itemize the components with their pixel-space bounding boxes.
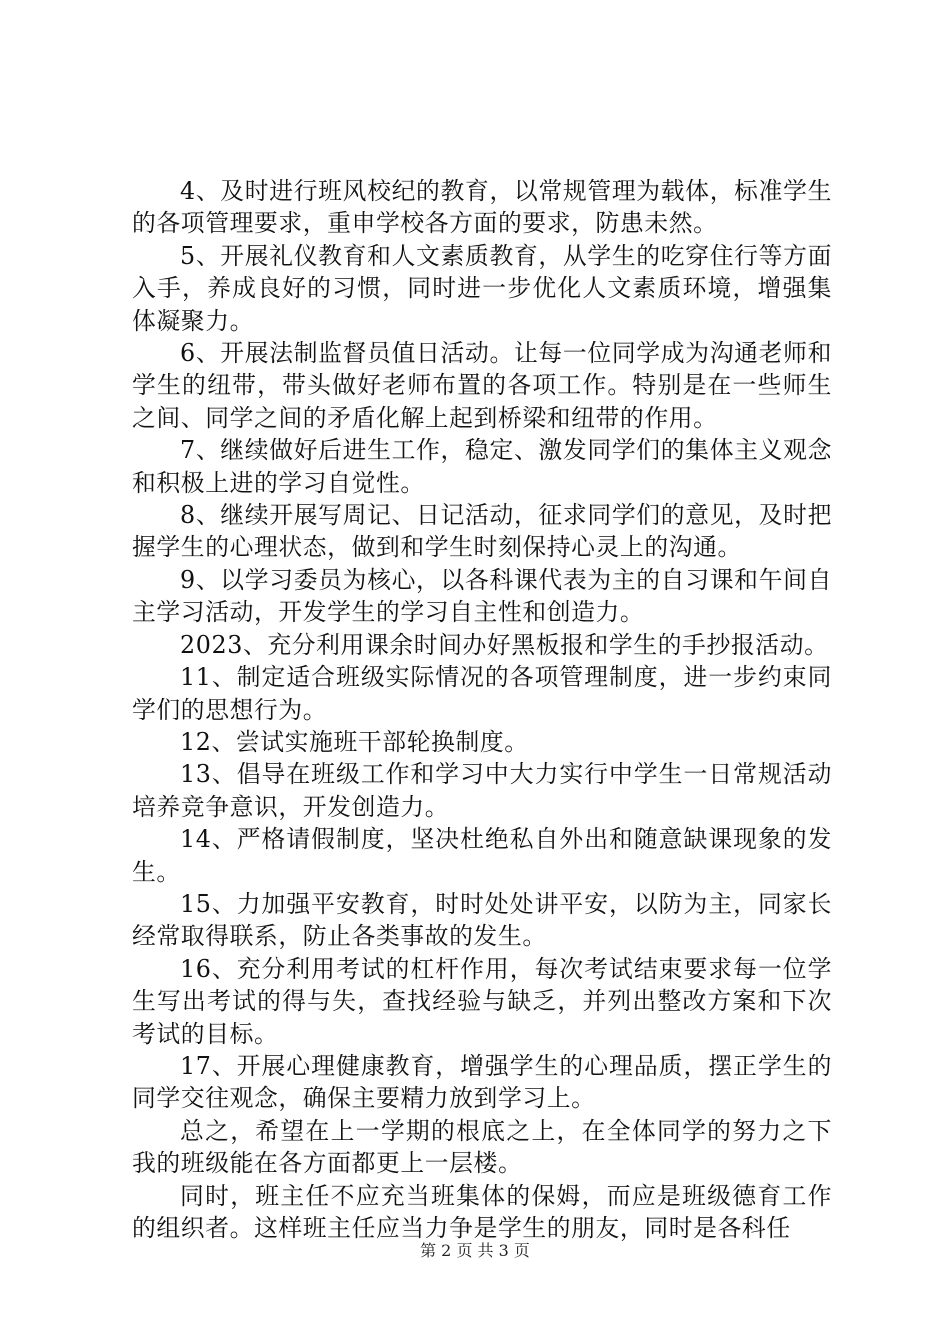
paragraph-item-11: 11、制定适合班级实际情况的各项管理制度，进一步约束同学们的思想行为。 (132, 663, 832, 724)
document-body (132, 175, 832, 1244)
paragraph-item-4: 4、及时进行班风校纪的教育，以常规管理为载体，标准学生的各项管理要求，重申学校各方面的要求，防患未然。 (132, 177, 832, 238)
paragraph-item-14: 14、严格请假制度，坚决杜绝私自外出和随意缺课现象的发生。 (132, 825, 832, 886)
paragraph-item-9: 9、以学习委员为核心，以各科课代表为主的自习课和午间自主学习活动，开发学生的学习自主性和创造力。 (132, 565, 832, 627)
paragraph-item-17: 17、开展心理健康教育，增强学生的心理品质，摆正学生的同学交往观念，确保主要精力放到学习上。 (132, 1051, 832, 1113)
paragraph-item-16: 16、充分利用考试的杠杆作用，每次考试结束要求每一位学生写出考试的得与失，查找经验与缺乏，并列出整改方案和下次考试的目标。 (132, 954, 832, 1048)
paragraph-summary: 总之，希望在上一学期的根底之上，在全体同学的努力之下我的班级能在各方面都更上一层楼。 (132, 1116, 832, 1178)
paragraph-item-5: 5、开展礼仪教育和人文素质教育，从学生的吃穿住行等方面入手，养成良好的习惯，同时进一步优化人文素质环境，增强集体凝聚力。 (132, 241, 832, 335)
page-number-footer: 第 2 页 共 3 页 (420, 1241, 530, 1260)
paragraph-closing: 同时，班主任不应充当班集体的保姆，而应是班级德育工作的组织者。这样班主任应当力争是学生的朋友，同时是各科任 (132, 1181, 832, 1242)
paragraph-item-13: 13、倡导在班级工作和学习中大力实行中学生一日常规活动培养竞争意识，开发创造力。 (132, 760, 832, 821)
paragraph-item-12: 12、尝试实施班干部轮换制度。 (180, 727, 529, 756)
paragraph-item-7: 7、继续做好后进生工作，稳定、激发同学们的集体主义观念和积极上进的学习自觉性。 (132, 436, 832, 497)
paragraph-item-15: 15、力加强平安教育，时时处处讲平安，以防为主，同家长经常取得联系，防止各类事故的发生。 (132, 889, 832, 951)
paragraph-item-6: 6、开展法制监督员值日活动。让每一位同学成为沟通老师和学生的纽带，带头做好老师布置的各项工作。特别是在一些师生之间、同学之间的矛盾化解上起到桥梁和纽带的作用。 (132, 339, 832, 432)
paragraph-item-10: 2023、充分利用课余时间办好黑板报和学生的手抄报活动。 (180, 630, 829, 659)
paragraph-item-8: 8、继续开展写周记、日记活动，征求同学们的意见，及时把握学生的心理状态，做到和学生时刻保持心灵上的沟通。 (132, 501, 832, 562)
